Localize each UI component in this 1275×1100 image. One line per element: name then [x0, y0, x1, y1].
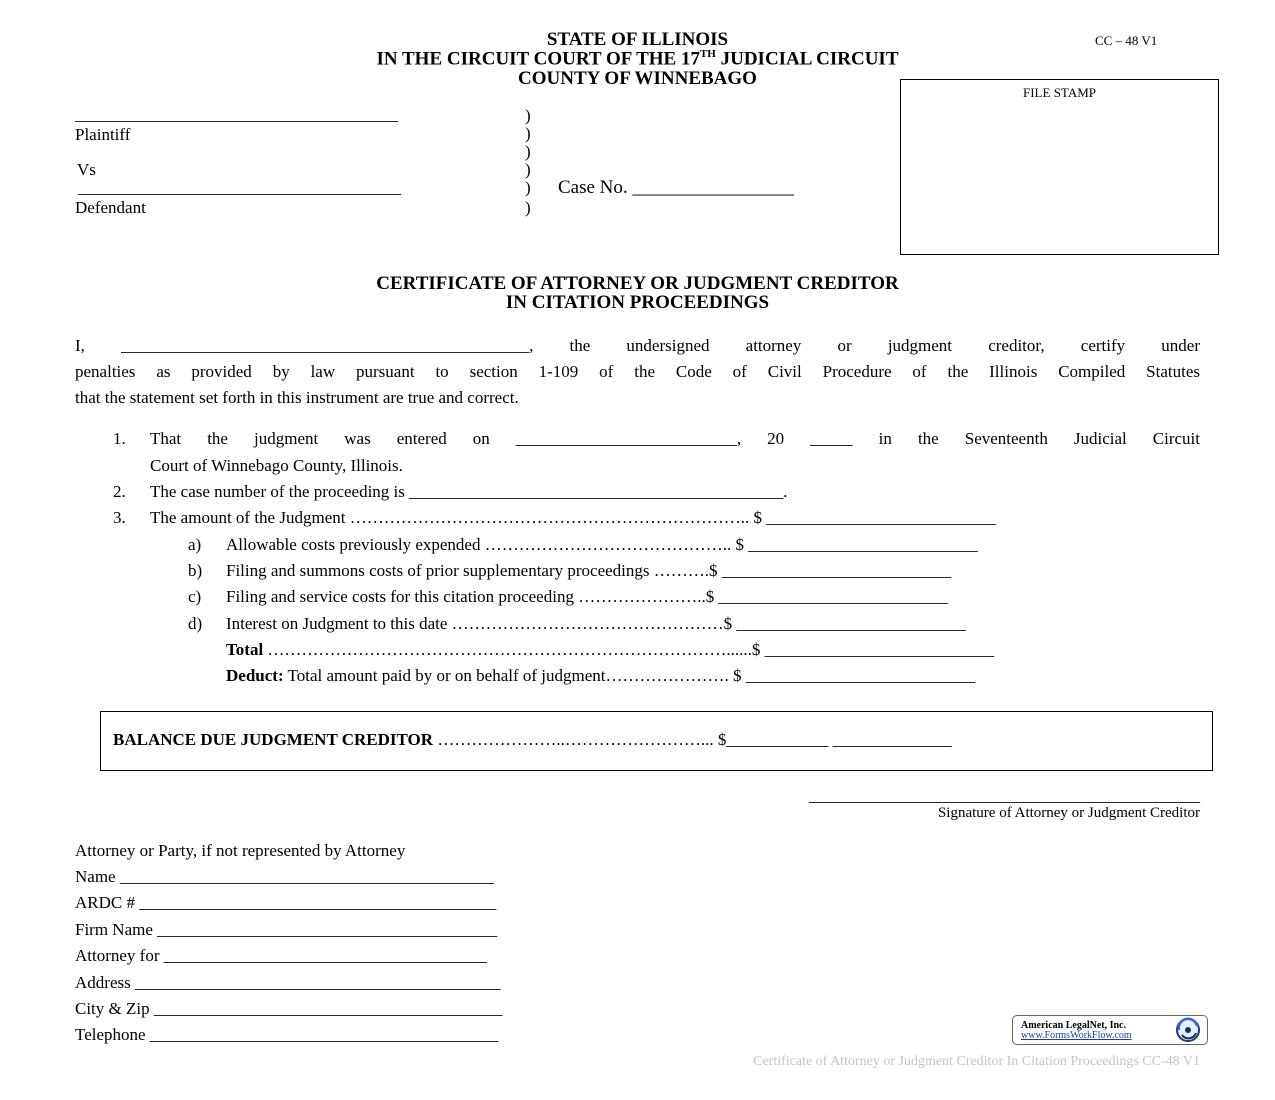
balance-due-label: BALANCE DUE JUDGMENT CREDITOR: [113, 730, 434, 749]
caption-paren: ): [525, 142, 531, 161]
intro-line-1[interactable]: I, ________________________________________________, the undersigned attorney or judgment creditor, certify under: [75, 336, 1200, 355]
file-stamp-box: [900, 79, 1219, 255]
court-name-suffix: JUDICIAL CIRCUIT: [715, 48, 899, 70]
globe-icon: [1173, 1017, 1203, 1043]
attorney-telephone-field[interactable]: Telephone _________________________________________: [75, 1025, 499, 1044]
document-title: CERTIFICATE OF ATTORNEY OR JUDGMENT CREDITOR: [376, 273, 899, 294]
item-2-case-number[interactable]: The case number of the proceeding is ____________________________________________.: [150, 482, 788, 501]
sub-item-a-costs-expended[interactable]: Allowable costs previously expended …………………………………….. $ ___________________________: [226, 535, 978, 554]
attorney-firm-field[interactable]: Firm Name ________________________________________: [75, 920, 498, 939]
sub-item-d-label: d): [188, 614, 203, 633]
item-1-court: Court of Winnebago County, Illinois.: [150, 456, 403, 475]
attorney-heading: Attorney or Party, if not represented by Attorney: [75, 841, 406, 860]
sub-item-d-interest[interactable]: Interest on Judgment to this date …………………………………………$ ___________________________: [226, 614, 966, 633]
attorney-for-field[interactable]: Attorney for ______________________________________: [75, 946, 487, 965]
item-1-number: 1.: [113, 429, 126, 448]
signature-label: Signature of Attorney or Judgment Creditor: [937, 805, 1200, 821]
balance-due-row[interactable]: [113, 730, 952, 750]
court-name-prefix: IN THE CIRCUIT COURT OF THE 17: [376, 48, 700, 70]
balance-due-box: [100, 711, 1213, 771]
caption-paren: ): [525, 178, 531, 197]
item-1-judgment-date[interactable]: That the judgment was entered on __________________________, 20 _____ in the Seventeenth Judicial Circuit: [150, 429, 1200, 448]
total-label: Total: [226, 640, 264, 659]
deduct-label: Deduct:: [226, 666, 284, 685]
signature-line[interactable]: ______________________________________________: [809, 786, 1200, 805]
logo-url-link[interactable]: www.FormsWorkFlow.com: [1021, 1030, 1132, 1041]
deduct-amount-field[interactable]: Total amount paid by or on behalf of judgment…………………. $ ___________________________: [283, 666, 976, 685]
attorney-address-field[interactable]: Address ___________________________________________: [75, 973, 501, 992]
logo-company-name: American LegalNet, Inc.: [1021, 1020, 1126, 1031]
balance-due-amount-field[interactable]: …………………..……………………... $____________ ______________: [433, 730, 952, 749]
item-2-number: 2.: [113, 482, 126, 501]
court-county: COUNTY OF WINNEBAGO: [518, 68, 757, 89]
sub-item-a-label: a): [188, 535, 202, 554]
vs-label: Vs: [77, 160, 96, 179]
footer-form-title: Certificate of Attorney or Judgment Creditor In Citation Proceedings CC-48 V1: [753, 1054, 1200, 1069]
court-state: STATE OF ILLINOIS: [546, 29, 729, 50]
caption-paren: ): [525, 124, 531, 143]
sub-item-c-label: c): [188, 587, 202, 606]
attorney-ardc-field[interactable]: ARDC # __________________________________________: [75, 893, 497, 912]
american-legalnet-logo: [1012, 1015, 1208, 1045]
deduct-row[interactable]: [226, 666, 975, 686]
document-subtitle: IN CITATION PROCEEDINGS: [505, 292, 770, 313]
intro-line-2: penalties as provided by law pursuant to section 1-109 of the Code of Civil Procedure of the Illinois Compiled Statutes: [75, 362, 1200, 381]
sub-item-c-service-costs[interactable]: Filing and service costs for this citation proceeding …………………..$ ___________________________: [226, 587, 948, 606]
sub-item-b-summons-costs[interactable]: Filing and summons costs of prior supplementary proceedings ……….$ ___________________________: [226, 561, 952, 580]
caption-paren: ): [525, 106, 531, 125]
court-name-ordinal: TH: [699, 48, 716, 60]
form-id: CC – 48 V1: [1095, 33, 1158, 48]
total-amount-field[interactable]: ………………………………………………………………………......$ ___________________________: [263, 640, 995, 659]
attorney-city-zip-field[interactable]: City & Zip _________________________________________: [75, 999, 503, 1018]
court-name: [0, 48, 1275, 70]
intro-line-3: that the statement set forth in this instrument are true and correct.: [75, 388, 519, 407]
caption-paren: ): [525, 160, 531, 179]
file-stamp-label: FILE STAMP: [1023, 85, 1096, 100]
plaintiff-line[interactable]: ______________________________________: [75, 105, 398, 124]
item-3-number: 3.: [113, 508, 126, 527]
defendant-line[interactable]: ______________________________________: [78, 178, 401, 197]
item-3-judgment-amount[interactable]: The amount of the Judgment …………………………………………………………….. $ ___________________________: [150, 508, 996, 527]
plaintiff-label: Plaintiff: [75, 125, 131, 144]
total-row[interactable]: [226, 640, 994, 660]
case-number-field[interactable]: Case No. _________________: [558, 177, 794, 198]
caption-paren: ): [525, 198, 531, 217]
defendant-label: Defendant: [75, 198, 146, 217]
sub-item-b-label: b): [188, 561, 203, 580]
attorney-name-field[interactable]: Name ____________________________________________: [75, 867, 494, 886]
